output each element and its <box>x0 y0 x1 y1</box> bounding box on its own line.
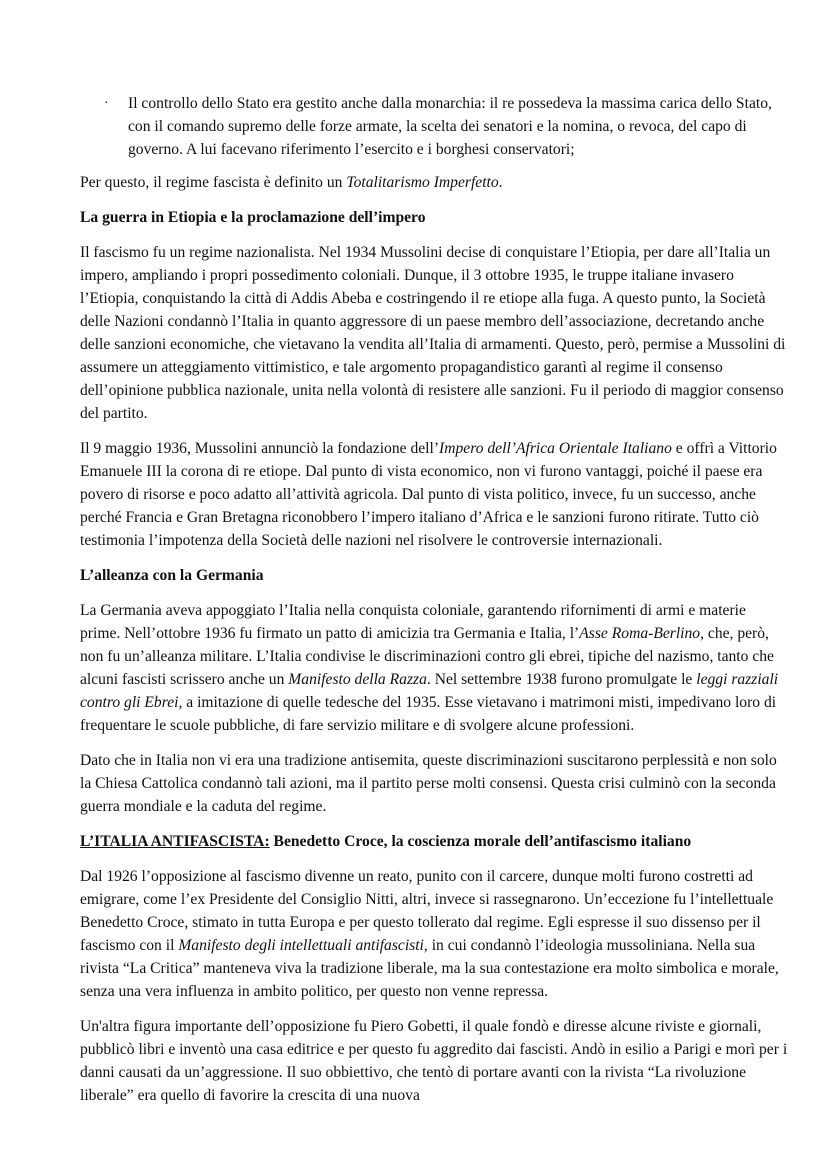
bullet-text: Il controllo dello Stato era gestito anche dalla monarchia: il re possedeva la massima carica dello Stato, con il comando supremo delle forze armate, la scelta dei senatori e la nomina, o revoca, del capo di governo. A lui facevano riferimento l’esercito e i borghesi conservatori; <box>128 95 772 158</box>
heading-italia-antifascista <box>80 830 788 853</box>
heading-guerra-etiopia: La guerra in Etiopia e la proclamazione dell’impero <box>80 209 426 226</box>
text-run: , che, però, non fu un’alleanza militare. L’Italia condivise le discriminazioni contro gli ebrei, tipiche del nazismo, tanto che alcuni fascisti scrissero anche un <box>80 625 774 688</box>
paragraph-gobetti: Un'altra figura importante dell’opposizione fu Piero Gobetti, il quale fondò e diresse alcune riviste e giornali, pubblicò libri e inventò una casa editrice e per questo fu aggredito dai fascisti. Andò in esilio a Parigi e morì per i danni causati da un’aggressione. Il suo obbiettivo, che tentò di portare avanti con la rivista “La rivoluzione liberale” era quello di favorire la crescita di una nuova <box>80 1018 788 1104</box>
paragraph-croce <box>80 865 788 1003</box>
bullet-item-monarchia <box>80 92 788 161</box>
text-run: Il 9 maggio 1936, Mussolini annunciò la fondazione dell’ <box>80 440 440 457</box>
paragraph-etiopia-2 <box>80 437 788 552</box>
paragraph-germania-2: Dato che in Italia non vi era una tradizione antisemita, queste discriminazioni suscitarono perplessità e non solo la Chiesa Cattolica condannò tali azioni, ma il partito perse molti consensi. Questa crisi culminò con la seconda guerra mondiale e la caduta del regime. <box>80 752 777 815</box>
text-run: Per questo, il regime fascista è definito un <box>80 174 347 191</box>
heading-rest: Benedetto Croce, la coscienza morale dell’antifascismo italiano <box>269 833 692 850</box>
heading-alleanza-germania: L’alleanza con la Germania <box>80 567 264 584</box>
text-run: , a imitazione di quelle tedesche del 1935. Esse vietavano i matrimoni misti, impedivano loro di frequentare le scuole pubbliche, di fare servizio militare e di svolgere alcune professioni. <box>80 694 777 734</box>
italic-term: Totalitarismo Imperfetto <box>346 174 499 191</box>
bullet-marker: · <box>104 96 109 111</box>
italic-term: Asse Roma-Berlino <box>579 625 701 642</box>
italic-term: Impero dell’Africa Orientale Italiano <box>439 440 672 457</box>
text-run: La Germania aveva appoggiato l’Italia nella conquista coloniale, garantendo rifornimenti di armi e materie prime. Nell’ottobre 1936 fu firmato un patto di amicizia tra Germania e Italia, l’ <box>80 602 746 642</box>
paragraph-etiopia-1: Il fascismo fu un regime nazionalista. Nel 1934 Mussolini decise di conquistare l’Etiopia, per dare all’Italia un impero, ampliando i propri possedimento coloniali. Dunque, il 3 ottobre 1935, le truppe italiane invasero l’Etiopia, conquistando la città di Addis Abeba e costringendo il re etiope alla fuga. A questo punto, la Società delle Nazioni condannò l’Italia in quanto aggressore di un paese membro dell’associazione, decretando anche delle sanzioni economiche, che vietavano la vendita all’Italia di armamenti. Questo, però, permise a Mussolini di assumere un atteggiamento vittimistico, e tale argomento propagandistico garantì al regime il consenso dell’opinione pubblica nazionale, unita nella volontà di resistere alle sanzioni. Fu il periodo di maggior consenso del partito. <box>80 244 786 422</box>
text-run: , in cui condannò l’ideologia mussoliniana. Nella sua rivista “La Critica” manteneva viva la tradizione liberale, ma la sua contestazione era molto simbolica e morale, senza una vera influenza in ambito politico, per questo non venne repressa. <box>80 937 779 1000</box>
italic-term: leggi razziali contro gli Ebrei <box>80 671 779 711</box>
heading-underlined-part: L’ITALIA ANTIFASCISTA: <box>80 833 270 850</box>
text-run: . <box>498 174 503 191</box>
text-run: e offrì a Vittorio Emanuele III la corona di re etiope. Dal punto di vista economico, non vi furono vantaggi, poiché il paese era povero di risorse e poco adatto all’attività agricola. Dal punto di vista politico, invece, fu un successo, anche perché Francia e Gran Bretagna riconobbero l’impero italiano d’Africa e le sanzioni furono ritirate. Tutto ciò testimonia l’impotenza della Società delle nazioni nel risolvere le controversie internazionali. <box>80 440 777 549</box>
paragraph-germania-1 <box>80 599 788 737</box>
paragraph-totalitarismo <box>80 171 788 194</box>
italic-term: Manifesto della Razza <box>288 671 427 688</box>
text-run: . Nel settembre 1938 furono promulgate le <box>426 671 697 688</box>
text-run: Dal 1926 l’opposizione al fascismo divenne un reato, punito con il carcere, dunque molti furono costretti ad emigrare, come l’ex Presidente del Consiglio Nitti, altri, invece si rassegnarono. Un’eccezione fu l’intellettuale Benedetto Croce, stimato in tutta Europa e per questo tollerato dal regime. Egli espresse il suo dissenso per il fascismo con il <box>80 868 774 954</box>
italic-term: Manifesto degli intellettuali antifascisti <box>178 937 424 954</box>
